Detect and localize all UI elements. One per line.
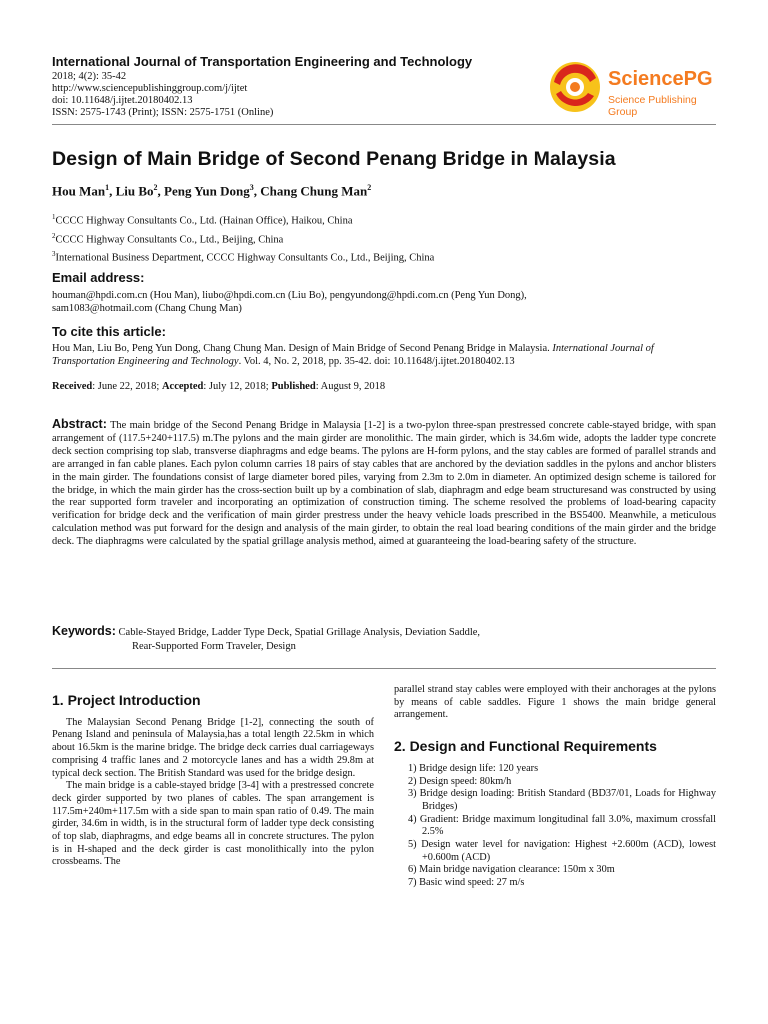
affiliation: [52, 250, 434, 264]
list-item: 6) Main bridge navigation clearance: 150m x 30m: [408, 864, 615, 876]
email-line[interactable]: houman@hpdi.com.cn (Hou Man), liubo@hpdi.com.cn (Liu Bo), pengyundong@hpdi.com.cn (Peng Yun Dong),: [52, 290, 527, 301]
journal-url[interactable]: http://www.sciencepublishinggroup.com/j/ijtet: [52, 83, 248, 94]
abstract: [52, 418, 716, 549]
author-name: Liu Bo: [115, 183, 154, 199]
logo-wordmark: SciencePG: [608, 68, 713, 90]
right-column: [394, 684, 716, 890]
paragraph: The main bridge is a cable-stayed bridge [3-4] with a prestressed concrete deck girder supported by two planes of cables. The span arrangement is 117.5m+240m+117.5m with a side span to main span ratio of 0.49. The main girder, 34.6m in width, is in the structural form of ladder type deck consisting of top slab, diaphragms, and edge beams all in concrete structures. The pylon is in H-shaped and the deck girder is cast monolithically into the pylon crossbeams. The: [52, 780, 374, 868]
author-name: Peng Yun Dong: [164, 183, 250, 199]
accepted-date: : July 12, 2018;: [203, 381, 272, 392]
author-name: Hou Man: [52, 183, 106, 199]
email-label: Email address:: [52, 270, 145, 285]
citation-part: Hou Man, Liu Bo, Peng Yun Dong, Chang Chung Man. Design of Main Bridge of Second Penang Bridge in Malaysia.: [52, 343, 553, 354]
logo-subtitle: Science Publishing Group: [608, 94, 697, 118]
article-dates: [52, 380, 716, 393]
affiliation-mark: 1: [52, 213, 56, 221]
section-heading: 2. Design and Functional Requirements: [394, 738, 657, 755]
author-affiliation-mark: 1: [105, 183, 110, 192]
journal-issn: ISSN: 2575-1743 (Print); ISSN: 2575-1751 (Online): [52, 107, 274, 118]
received-label: Received: [52, 381, 93, 392]
sciencepg-logo-icon: [546, 58, 604, 116]
list-item: 2) Design speed: 80km/h: [408, 775, 512, 787]
affiliation-text: International Business Department, CCCC Highway Consultants Co., Ltd., Beijing, China: [55, 252, 435, 264]
paper-title: Design of Main Bridge of Second Penang Bridge in Malaysia: [52, 148, 616, 170]
author-affiliation-mark: 2: [367, 183, 372, 192]
list-item: 3) Bridge design loading: British Standard (BD37/01, Loads for Highway Bridges): [408, 788, 716, 812]
affiliation-text: CCCC Highway Consultants Co., Ltd., Beijing, China: [55, 234, 284, 246]
author-list: Hou Man$^1$, Liu Bo$^2$, Peng Yun Dong$^3$, Chang Chung Man$^2$: [52, 183, 372, 199]
affiliation-mark: 3: [52, 250, 56, 258]
paragraph: parallel strand stay cables were employed with their anchorages at the pylons by means of cable saddles. Figure 1 shows the main bridge general arrangement.: [394, 684, 716, 721]
accepted-label: Accepted: [161, 381, 204, 392]
sciencepg-logo: [546, 58, 716, 118]
header-divider: [52, 124, 716, 125]
author-name: Chang Chung Man: [260, 183, 368, 199]
list-item: 7) Basic wind speed: 27 m/s: [408, 877, 525, 889]
affiliation-text: CCCC Highway Consultants Co., Ltd. (Hainan Office), Haikou, China: [55, 215, 353, 227]
citation-part: . Vol. 4, No. 2, 2018, pp. 35-42. doi: 10.11648/j.ijtet.20180402.13: [238, 356, 515, 367]
left-column: [52, 684, 374, 869]
list-item: 5) Design water level for navigation: Highest +2.600m (ACD), lowest +0.600m (ACD): [408, 839, 716, 863]
journal-header: [52, 54, 716, 118]
published-date: : August 9, 2018: [315, 381, 386, 392]
keywords-line: Cable-Stayed Bridge, Ladder Type Deck, Spatial Grillage Analysis, Deviation Saddle,: [118, 627, 481, 638]
affiliation: [52, 232, 283, 246]
keywords-line: Rear-Supported Form Traveler, Design: [132, 641, 296, 652]
abstract-label: Abstract:: [52, 417, 107, 431]
journal-title: International Journal of Transportation Engineering and Technology: [52, 54, 473, 69]
paragraph: The Malaysian Second Penang Bridge [1-2], connecting the south of Penang Island and peninsula of Malaysia,has a total length 22.5km in which about 16.5km is the marine bridge. The bridge deck carries dual carriageways comprising 4 traffic lanes and 2 motorcycle lanes and has a width 29.8m at typical deck section. The British Standard was used for the bridge design.: [52, 716, 374, 779]
author-affiliation-mark: 3: [249, 183, 254, 192]
journal-issue: 2018; 4(2): 35-42: [52, 71, 127, 82]
received-date: : June 22, 2018;: [92, 381, 162, 392]
affiliation-mark: 2: [52, 232, 56, 240]
keywords-label: Keywords:: [52, 624, 116, 638]
affiliation: [52, 213, 352, 227]
author-affiliation-mark: 2: [153, 183, 158, 192]
cite-label: To cite this article:: [52, 324, 166, 339]
list-item: 4) Gradient: Bridge maximum longitudinal fall 3.0%, maximum crossfall 2.5%: [408, 813, 716, 838]
body-divider: [52, 668, 716, 669]
citation-journal: International Journal of Transportation Engineering and Technology: [52, 343, 654, 367]
abstract-text: The main bridge of the Second Penang Bridge in Malaysia [1-2] is a two-pylon three-span prestressed concrete cable-stayed bridge, with span arrangement of (117.5+240+117.5) m.The pylons and the main girder are monolithic. The main girder, which is 34.6m wide, adopts the ladder type concrete deck section comprising top slab, transverse diaphragms and edge beams. The pylons are H-form pylons, and the stay cables are formed of parallel strands and are arranged in fan cable planes. Each pylon column carries 18 pairs of stay cables that are anchored by the deviation saddles in the pylons and anchor blisters in the main girder. The foundations consist of large diameter bored piles, varying from 2.3m to 2.0m in diameter. An optimized design scheme is tailored for the bridge, in which the main girder has the cross-section built up by a combination of slab, diaphragm and edge beam structuresand was constructed by using the rear supported form traveler and incorporating an optimization of construction timing. The scheme resolved the problems of load-bearing capacity verification for bridge deck and the verification of main girder prestress under the heavy vehicle loads prescribed in the BS5400. Meanwhile, a meticulous calculation method was put forward for the design and analysis of the main girder, to obtain the real load bearing conditions of the main girder and the bridge deck. The diaphragms were calculated by the spatial grillage analysis method, aimed at guaranteeing the load-bearing safety of the structure.: [52, 420, 716, 548]
published-label: Published: [271, 381, 316, 392]
list-item: 1) Bridge design life: 120 years: [408, 762, 539, 774]
journal-doi: doi: 10.11648/j.ijtet.20180402.13: [52, 95, 193, 106]
citation-text: [52, 342, 716, 368]
requirements-list: [408, 763, 716, 890]
keywords: [52, 624, 716, 654]
section-heading: 1. Project Introduction: [52, 692, 201, 708]
email-line[interactable]: sam1083@hotmail.com (Chang Chung Man): [52, 303, 242, 314]
email-addresses: [52, 289, 716, 315]
